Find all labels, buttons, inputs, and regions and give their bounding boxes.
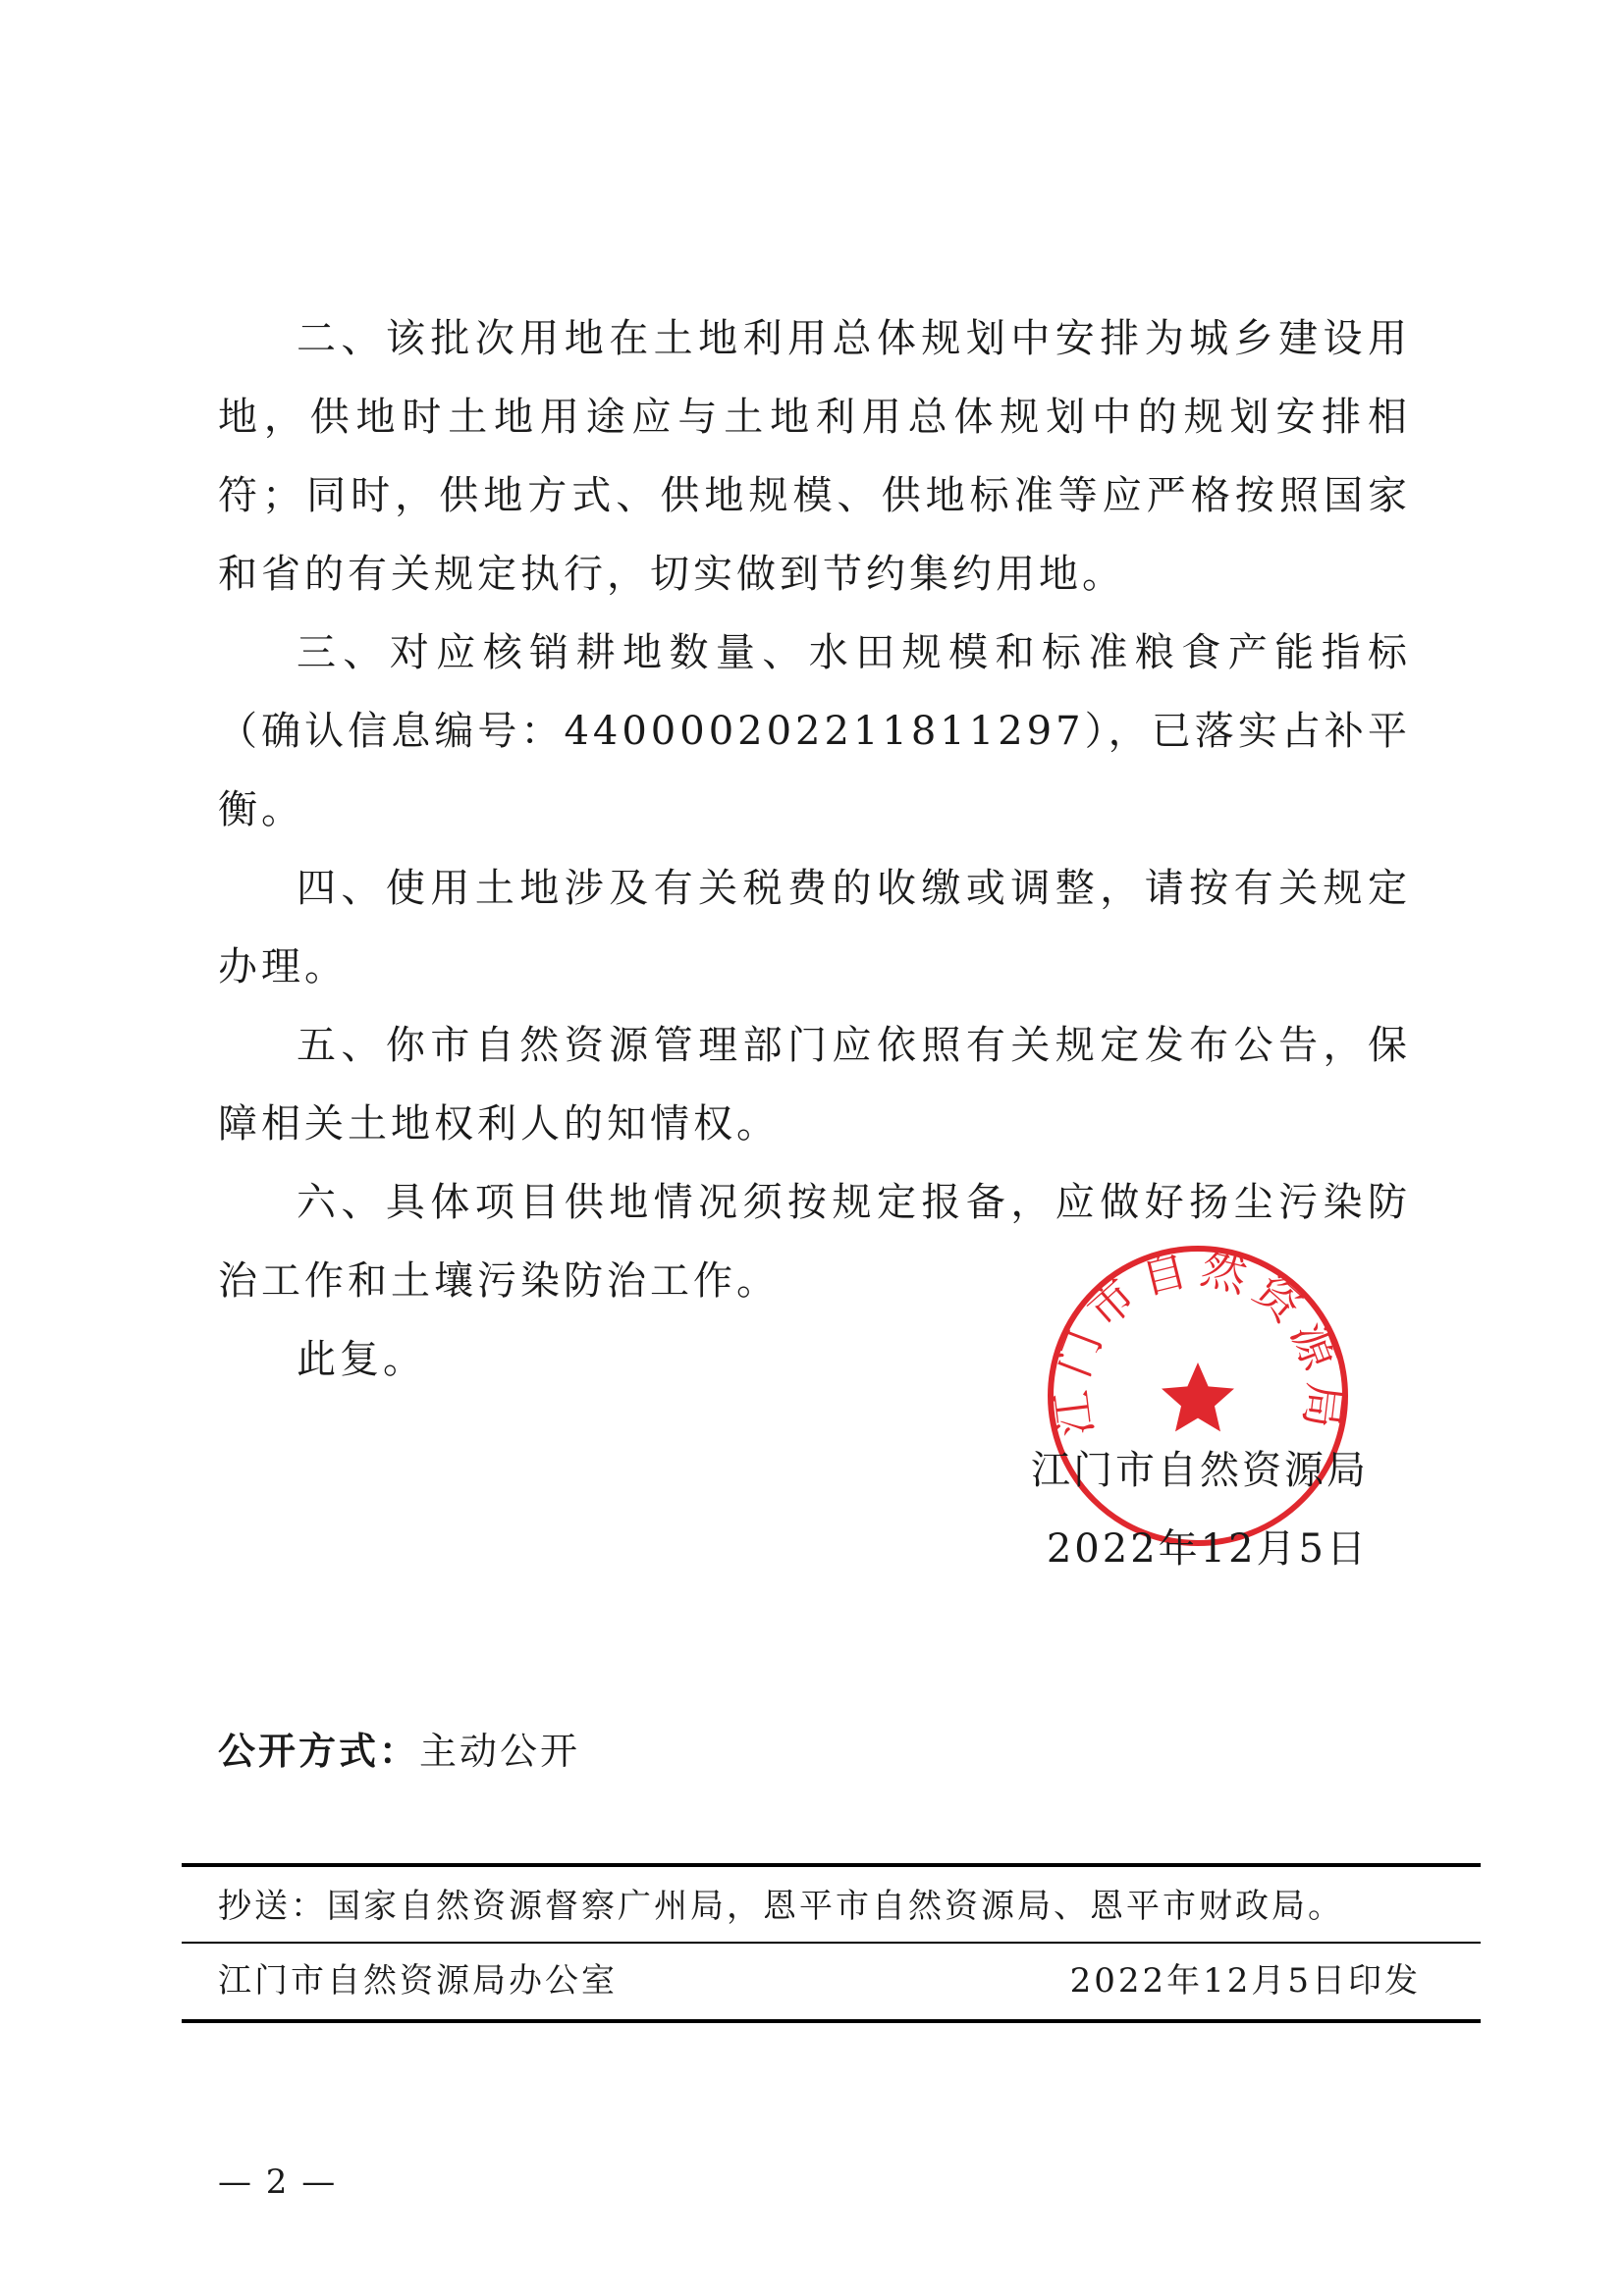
reply-body xyxy=(218,299,1411,1399)
footer-top-rule xyxy=(182,1863,1481,1867)
disclosure-label: 公开方式： xyxy=(218,1730,420,1773)
paragraph-6: 六、具体项目供地情况须按规定报备，应做好扬尘污染防治工作和土壤污染防治工作。 xyxy=(218,1180,1411,1304)
issuer-line xyxy=(218,1956,1421,2005)
issuer-office: 江门市自然资源局办公室 xyxy=(218,1961,618,2001)
cc-recipients: 抄送：国家自然资源督察广州局，恩平市自然资源局、恩平市财政局。 xyxy=(218,1887,1344,1926)
page-number: — 2 — xyxy=(218,2163,338,2202)
issue-date: 2022年12月5日印发 xyxy=(1069,1961,1421,2001)
footer-bottom-rule xyxy=(182,2019,1481,2023)
footer-middle-rule xyxy=(182,1942,1481,1944)
seal-star-icon xyxy=(1162,1362,1234,1431)
paragraph-4: 四、使用土地涉及有关税费的收缴或调整，请按有关规定办理。 xyxy=(218,866,1411,989)
seal-text: 江门市自然资源局 xyxy=(1043,1240,1353,1439)
closing-remark: 此复。 xyxy=(297,1337,426,1382)
paragraph-2: 二、该批次用地在土地利用总体规划中安排为城乡建设用地，供地时土地用途应与土地利用总体规划中的规划安排相符；同时，供地方式、供地规模、供地标准等应严格按照国家和省的有关规定执行，切实做到节约集约用地。 xyxy=(218,316,1411,597)
signature-date: 2022年12月5日 xyxy=(1046,1526,1369,1572)
disclosure-value: 主动公开 xyxy=(419,1730,581,1773)
paragraph-3: 三、对应核销耕地数量、水田规模和标准粮食产能指标（确认信息编号：440000202211811297），已落实占补平衡。 xyxy=(218,630,1411,832)
signature-block xyxy=(1011,1431,1384,1588)
paragraph-5: 五、你市自然资源管理部门应依照有关规定发布公告，保障相关土地权利人的知情权。 xyxy=(218,1023,1411,1147)
signature-organization: 江门市自然资源局 xyxy=(1031,1448,1369,1493)
disclosure-method xyxy=(218,1722,580,1781)
